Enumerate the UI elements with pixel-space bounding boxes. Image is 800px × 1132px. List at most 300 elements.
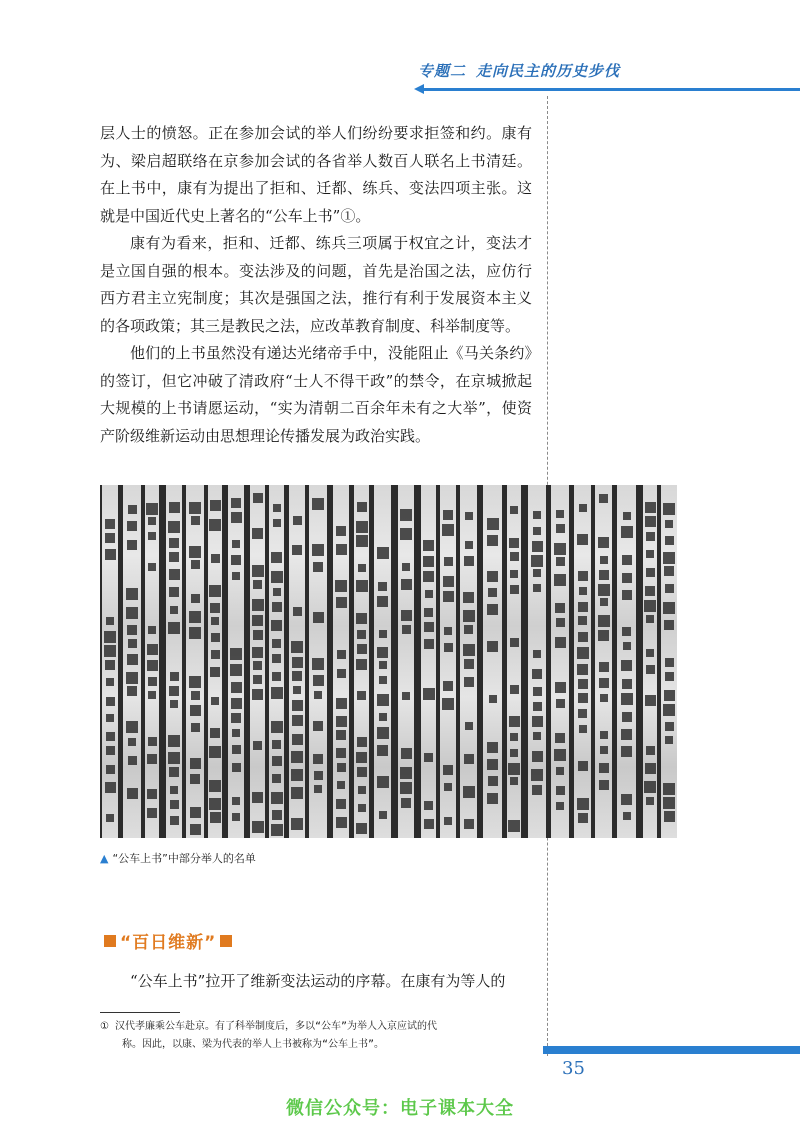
- document-glyph: [231, 512, 242, 523]
- document-glyph: [272, 654, 281, 663]
- document-glyph: [600, 694, 608, 702]
- document-glyph: [292, 545, 302, 555]
- document-glyph: [622, 679, 632, 689]
- document-glyph: [356, 613, 367, 624]
- document-glyph: [509, 716, 520, 727]
- document-glyph: [336, 730, 346, 740]
- document-column: [228, 485, 244, 838]
- header-rule: [420, 88, 800, 91]
- document-glyph: [271, 687, 283, 699]
- document-glyph: [578, 616, 587, 625]
- document-glyph: [377, 776, 389, 788]
- document-glyph: [189, 611, 201, 623]
- document-glyph: [444, 557, 453, 566]
- document-glyph: [105, 533, 115, 543]
- document-glyph: [169, 502, 180, 513]
- document-glyph: [599, 763, 609, 773]
- document-glyph: [231, 698, 242, 709]
- document-glyph: [556, 618, 565, 627]
- document-glyph: [313, 721, 323, 731]
- document-glyph: [231, 713, 241, 723]
- paragraph-1: 层人士的愤怒。正在参加会试的举人们纷纷要求拒签和约。康有为、梁启超联络在京参加会试的各省举人数百人联名上书清廷。在上书中，康有为提出了拒和、迁都、练兵、变法四项主张。这就是中国近代史上著名的“公车上书”①。: [100, 124, 532, 225]
- document-glyph: [533, 527, 541, 535]
- document-glyph: [169, 587, 179, 597]
- document-glyph: [533, 732, 541, 740]
- document-glyph: [578, 679, 588, 689]
- document-glyph: [169, 767, 179, 777]
- document-glyph: [644, 781, 656, 793]
- footnote: [100, 1018, 540, 1054]
- document-glyph: [356, 659, 367, 670]
- document-glyph: [377, 647, 388, 658]
- footnote-rule: [100, 1012, 180, 1013]
- document-glyph: [336, 799, 346, 809]
- footnote-mark: ①: [100, 1021, 109, 1032]
- document-glyph: [377, 694, 389, 706]
- document-glyph: [170, 800, 179, 809]
- document-glyph: [272, 672, 281, 681]
- document-glyph: [400, 782, 412, 794]
- document-glyph: [487, 641, 498, 652]
- document-glyph: [336, 544, 347, 555]
- document-glyph: [645, 516, 656, 527]
- document-glyph: [252, 821, 264, 833]
- document-glyph: [356, 521, 368, 533]
- document-glyph: [314, 771, 323, 780]
- document-glyph: [379, 676, 387, 684]
- document-glyph: [464, 556, 474, 566]
- document-glyph: [105, 519, 115, 529]
- document-glyph: [127, 654, 138, 665]
- document-glyph: [127, 540, 137, 550]
- document-glyph: [104, 631, 116, 643]
- document-glyph: [377, 547, 389, 559]
- document-glyph: [646, 746, 655, 755]
- document-glyph: [272, 774, 281, 783]
- document-glyph: [487, 742, 498, 753]
- document-glyph: [400, 528, 412, 540]
- document-glyph: [271, 721, 283, 733]
- document-glyph: [578, 602, 588, 612]
- document-glyph: [292, 715, 303, 726]
- document-glyph: [510, 506, 518, 514]
- document-glyph: [443, 681, 453, 691]
- document-glyph: [600, 731, 608, 739]
- document-glyph: [510, 570, 518, 578]
- document-glyph: [293, 686, 301, 694]
- document-glyph: [646, 797, 654, 805]
- document-glyph: [337, 650, 346, 659]
- document-glyph: [489, 695, 497, 703]
- document-glyph: [336, 526, 346, 536]
- document-glyph: [252, 615, 263, 626]
- document-glyph: [211, 697, 219, 705]
- document-glyph: [424, 622, 434, 632]
- document-glyph: [190, 705, 201, 716]
- document-glyph: [191, 560, 200, 569]
- document-glyph: [148, 691, 156, 699]
- document-glyph: [377, 745, 388, 756]
- figure-caption: [100, 850, 256, 866]
- document-glyph: [578, 813, 588, 823]
- document-glyph: [169, 686, 179, 696]
- document-glyph: [252, 599, 264, 611]
- document-glyph: [444, 817, 452, 825]
- document-glyph: [291, 641, 303, 653]
- document-glyph: [252, 528, 263, 539]
- document-glyph: [508, 763, 520, 775]
- document-glyph: [106, 678, 114, 686]
- document-glyph: [533, 569, 541, 577]
- document-glyph: [169, 538, 179, 548]
- document-glyph: [128, 738, 136, 746]
- document-glyph: [664, 690, 675, 701]
- document-glyph: [463, 786, 475, 798]
- document-glyph: [488, 776, 498, 786]
- document-glyph: [106, 746, 115, 755]
- document-glyph: [273, 504, 281, 512]
- document-glyph: [252, 647, 263, 658]
- document-glyph: [232, 797, 240, 805]
- document-glyph: [578, 709, 587, 718]
- document-glyph: [335, 580, 347, 592]
- document-glyph: [664, 620, 674, 630]
- document-glyph: [232, 729, 240, 737]
- document-glyph: [358, 786, 366, 794]
- document-glyph: [314, 691, 322, 699]
- document-glyph: [252, 565, 264, 577]
- document-glyph: [556, 557, 565, 566]
- document-glyph: [487, 759, 498, 770]
- document-glyph: [463, 644, 475, 656]
- document-glyph: [578, 761, 588, 771]
- document-glyph: [556, 699, 565, 708]
- document-glyph: [211, 617, 219, 625]
- document-glyph: [622, 712, 632, 722]
- chapter-label: 专题二: [417, 62, 466, 80]
- document-glyph: [148, 677, 157, 686]
- document-glyph: [128, 756, 137, 765]
- document-glyph: [291, 769, 303, 781]
- document-glyph: [532, 785, 542, 795]
- document-glyph: [579, 725, 587, 733]
- document-glyph: [126, 721, 138, 733]
- document-glyph: [146, 503, 158, 515]
- document-glyph: [336, 817, 347, 828]
- caption-text: “公车上书”中部分举人的名单: [112, 852, 256, 865]
- document-glyph: [556, 802, 564, 810]
- document-glyph: [191, 691, 200, 700]
- document-glyph: [665, 520, 673, 528]
- document-glyph: [106, 814, 114, 822]
- document-glyph: [487, 518, 499, 530]
- document-glyph: [106, 617, 114, 625]
- document-glyph: [312, 498, 324, 510]
- document-glyph: [210, 667, 220, 677]
- document-glyph: [314, 785, 322, 793]
- document-glyph: [424, 801, 433, 810]
- document-glyph: [210, 603, 220, 613]
- document-glyph: [401, 579, 412, 590]
- document-glyph: [663, 552, 675, 564]
- document-glyph: [578, 632, 588, 642]
- document-glyph: [464, 754, 474, 764]
- document-glyph: [532, 541, 543, 552]
- document-glyph: [231, 555, 241, 565]
- document-glyph: [293, 607, 302, 616]
- document-glyph: [209, 746, 221, 758]
- document-glyph: [106, 697, 115, 706]
- document-glyph: [510, 638, 519, 647]
- document-glyph: [313, 754, 323, 764]
- document-glyph: [464, 625, 473, 634]
- document-glyph: [600, 598, 608, 606]
- document-glyph: [253, 630, 263, 640]
- document-glyph: [599, 570, 609, 580]
- section-title: “百日维新”: [120, 933, 217, 953]
- section-lead-text: “公车上书”拉开了维新变法运动的序幕。在康有为等人的: [130, 972, 506, 990]
- document-glyph: [623, 512, 631, 520]
- document-glyph: [646, 649, 654, 657]
- page-number: 35: [562, 1058, 585, 1079]
- document-glyph: [599, 780, 609, 790]
- section-heading: [100, 928, 236, 953]
- document-glyph: [555, 682, 566, 693]
- document-glyph: [170, 816, 179, 825]
- document-glyph: [379, 713, 387, 721]
- footnote-line-2: 称。因此，以康、梁为代表的举人上书被称为“公车上书”。: [122, 1039, 385, 1050]
- document-glyph: [623, 812, 631, 820]
- document-glyph: [126, 672, 138, 684]
- document-glyph: [191, 594, 200, 603]
- document-glyph: [189, 502, 201, 514]
- document-glyph: [663, 704, 675, 716]
- document-glyph: [555, 733, 565, 743]
- document-glyph: [209, 519, 221, 531]
- document-glyph: [621, 729, 632, 740]
- document-glyph: [623, 642, 631, 650]
- document-glyph: [232, 813, 240, 821]
- document-glyph: [337, 669, 346, 678]
- document-glyph: [510, 733, 518, 741]
- document-glyph: [402, 692, 410, 700]
- document-glyph: [232, 572, 240, 580]
- document-glyph: [423, 571, 434, 582]
- document-glyph: [510, 685, 519, 694]
- document-glyph: [147, 754, 157, 764]
- document-glyph: [621, 526, 633, 538]
- document-glyph: [644, 600, 656, 612]
- document-glyph: [463, 610, 475, 622]
- document-glyph: [230, 664, 242, 676]
- document-glyph: [378, 582, 387, 591]
- document-glyph: [272, 639, 281, 648]
- document-glyph: [463, 592, 474, 603]
- document-glyph: [336, 716, 347, 727]
- document-glyph: [128, 639, 137, 648]
- document-glyph: [271, 824, 283, 836]
- document-glyph: [271, 620, 282, 631]
- document-glyph: [621, 794, 632, 805]
- document-glyph: [664, 566, 674, 576]
- watermark: 微信公众号：电子课本大全: [286, 1098, 514, 1119]
- document-glyph: [664, 811, 675, 822]
- document-glyph: [579, 504, 587, 512]
- document-glyph: [645, 695, 656, 706]
- document-glyph: [253, 493, 263, 503]
- document-glyph: [423, 540, 434, 551]
- document-glyph: [232, 763, 241, 772]
- document-glyph: [532, 716, 543, 727]
- document-glyph: [313, 612, 324, 623]
- document-glyph: [556, 510, 564, 518]
- document-glyph: [465, 541, 473, 549]
- document-glyph: [444, 643, 453, 652]
- document-glyph: [189, 676, 201, 688]
- document-column: [421, 485, 436, 838]
- document-glyph: [147, 789, 157, 799]
- document-glyph: [169, 552, 179, 562]
- paragraph-3: 他们的上书虽然没有递达光绪帝手中，没能阻止《马关条约》的签订，但它冲破了清政府“士人不得干政”的禁令，在京城掀起大规模的上书请愿运动，“实为清朝二百余年未有之大举”，使资产阶级维新运动由思想理论传播发展为政治实践。: [100, 344, 532, 445]
- document-glyph: [106, 765, 115, 774]
- document-glyph: [556, 524, 565, 533]
- document-glyph: [127, 788, 138, 799]
- bottom-rule: [543, 1046, 800, 1054]
- document-glyph: [599, 678, 609, 688]
- document-glyph: [170, 700, 178, 708]
- document-glyph: [356, 823, 367, 834]
- document-glyph: [357, 691, 366, 700]
- document-glyph: [665, 672, 674, 681]
- document-glyph: [336, 597, 347, 608]
- document-glyph: [665, 736, 673, 744]
- document-glyph: [168, 735, 180, 747]
- document-glyph: [230, 648, 242, 660]
- document-glyph: [665, 722, 674, 731]
- document-glyph: [598, 630, 609, 641]
- document-glyph: [443, 591, 454, 602]
- chapter-header: [418, 60, 620, 81]
- document-glyph: [189, 627, 201, 639]
- document-glyph: [356, 535, 368, 547]
- document-glyph: [291, 818, 303, 830]
- document-glyph: [598, 584, 610, 596]
- document-glyph: [209, 780, 221, 792]
- document-glyph: [424, 753, 433, 762]
- document-glyph: [312, 658, 324, 670]
- document-glyph: [272, 740, 281, 749]
- document-glyph: [358, 804, 366, 812]
- document-glyph: [622, 555, 632, 565]
- caption-triangle-icon: ▲: [100, 852, 109, 865]
- document-glyph: [273, 519, 281, 527]
- document-glyph: [190, 758, 201, 769]
- document-glyph: [465, 512, 473, 520]
- document-glyph: [555, 637, 566, 648]
- document-glyph: [533, 584, 541, 592]
- document-glyph: [127, 521, 137, 531]
- document-glyph: [209, 798, 221, 810]
- document-glyph: [253, 580, 262, 589]
- document-glyph: [272, 810, 282, 820]
- document-glyph: [646, 568, 655, 577]
- document-glyph: [600, 556, 608, 564]
- document-glyph: [600, 746, 608, 754]
- document-glyph: [577, 798, 589, 810]
- document-glyph: [190, 807, 201, 818]
- document-glyph: [232, 745, 241, 754]
- document-glyph: [128, 505, 137, 514]
- document-glyph: [579, 587, 587, 595]
- document-glyph: [170, 786, 178, 794]
- document-glyph: [252, 792, 263, 803]
- document-glyph: [210, 728, 220, 738]
- document-glyph: [271, 552, 282, 563]
- document-glyph: [148, 532, 156, 540]
- document-glyph: [402, 625, 411, 634]
- document-glyph: [442, 698, 454, 710]
- document-glyph: [531, 769, 543, 781]
- document-glyph: [510, 585, 519, 594]
- document-glyph: [577, 647, 589, 659]
- document-glyph: [533, 702, 542, 711]
- body-text: [100, 120, 532, 450]
- document-glyph: [357, 737, 367, 747]
- document-glyph: [663, 503, 675, 515]
- document-glyph: [487, 793, 498, 804]
- document-glyph: [510, 777, 518, 785]
- document-glyph: [190, 824, 201, 835]
- document-glyph: [508, 820, 520, 832]
- document-glyph: [191, 516, 200, 525]
- document-glyph: [291, 787, 303, 799]
- document-glyph: [423, 556, 434, 567]
- document-glyph: [487, 571, 498, 582]
- document-glyph: [293, 516, 302, 525]
- document-glyph: [253, 741, 262, 750]
- document-glyph: [554, 574, 566, 586]
- document-glyph: [291, 751, 303, 763]
- document-glyph: [554, 543, 566, 555]
- document-glyph: [646, 615, 654, 623]
- document-glyph: [170, 672, 179, 681]
- document-glyph: [126, 588, 138, 600]
- document-glyph: [272, 602, 282, 612]
- document-glyph: [488, 588, 497, 597]
- document-glyph: [532, 751, 543, 762]
- document-glyph: [105, 549, 116, 560]
- document-glyph: [126, 607, 138, 619]
- document-glyph: [356, 752, 367, 763]
- document-glyph: [598, 537, 609, 548]
- document-glyph: [106, 714, 114, 722]
- document-glyph: [554, 749, 566, 761]
- document-glyph: [425, 590, 433, 598]
- document-glyph: [646, 550, 654, 558]
- document-glyph: [401, 798, 411, 808]
- document-glyph: [232, 540, 240, 548]
- document-glyph: [379, 630, 387, 638]
- document-glyph: [663, 602, 675, 614]
- document-glyph: [622, 590, 632, 600]
- square-bullet-icon: [220, 935, 232, 947]
- document-glyph: [211, 633, 220, 642]
- document-glyph: [487, 535, 498, 546]
- document-glyph: [336, 698, 347, 709]
- document-glyph: [231, 682, 242, 693]
- document-glyph: [273, 588, 281, 596]
- document-glyph: [168, 752, 180, 764]
